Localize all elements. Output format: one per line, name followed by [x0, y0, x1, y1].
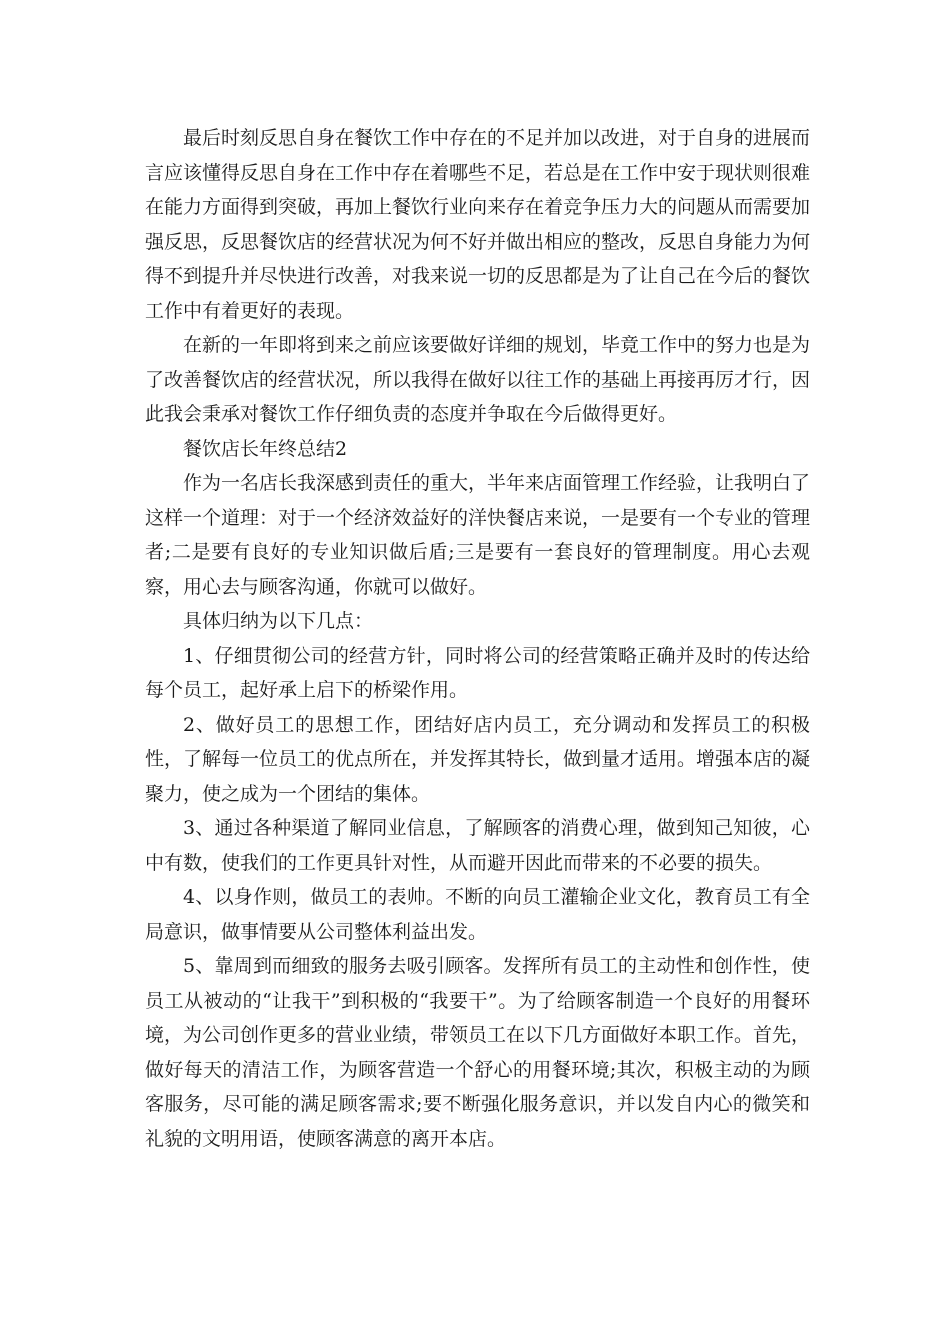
document-body	[145, 121, 810, 1156]
paragraph-store-manager-intro: 作为一名店长我深感到责任的重大，半年来店面管理工作经验，让我明白了这样一个道理：对于一个经济效益好的洋快餐店来说，一是要有一个专业的管理者;二是要有良好的专业知识做后盾;三是要有一套良好的管理制度。用心去观察，用心去与顾客沟通，你就可以做好。	[145, 472, 811, 598]
list-item-5: 5、靠周到而细致的服务去吸引顾客。发挥所有员工的主动性和创作性，使员工从被动的“让我干”到积极的“我要干”。为了给顾客制造一个良好的用餐环境，为公司创作更多的营业业绩，带领员工在以下几方面做好本职工作。首先，做好每天的清洁工作，为顾客营造一个舒心的用餐环境;其次，积极主动的为顾客服务，尽可能的满足顾客需求;要不断强化服务意识，并以发自内心的微笑和礼貌的文明用语，使顾客满意的离开本店。	[145, 955, 811, 1150]
list-item-4: 4、以身作则，做员工的表帅。不断的向员工灌输企业文化，教育员工有全局意识，做事情要从公司整体利益出发。	[145, 886, 810, 943]
section-heading: 餐饮店长年终总结2	[183, 437, 348, 460]
paragraph-reflection: 最后时刻反思自身在餐饮工作中存在的不足并加以改进，对于自身的进展而言应该懂得反思自身在工作中存在着哪些不足，若总是在工作中安于现状则很难在能力方面得到突破，再加上餐饮行业向来存在着竞争压力大的问题从而需要加强反思，反思餐饮店的经营状况为何不好并做出相应的整改，反思自身能力为何得不到提升并尽快进行改善，对我来说一切的反思都是为了让自己在今后的餐饮工作中有着更好的表现。	[145, 127, 811, 322]
list-item-3: 3、通过各种渠道了解同业信息，了解顾客的消费心理，做到知己知彼，心中有数，使我们的工作更具针对性，从而避开因此而带来的不必要的损失。	[145, 817, 810, 874]
list-item-1: 1、仔细贯彻公司的经营方针，同时将公司的经营策略正确并及时的传达给每个员工，起好承上启下的桥梁作用。	[145, 644, 810, 701]
paragraph-summary-lead: 具体归纳为以下几点：	[183, 610, 374, 632]
paragraph-new-year-plan: 在新的一年即将到来之前应该要做好详细的规划，毕竟工作中的努力也是为了改善餐饮店的经营状况，所以我得在做好以往工作的基础上再接再厉才行，因此我会秉承对餐饮工作仔细负责的态度并争取在今后做得更好。	[145, 334, 811, 425]
list-item-2: 2、做好员工的思想工作，团结好店内员工，充分调动和发挥员工的积极性，了解每一位员工的优点所在，并发挥其特长，做到量才适用。增强本店的凝聚力，使之成为一个团结的集体。	[145, 713, 811, 805]
